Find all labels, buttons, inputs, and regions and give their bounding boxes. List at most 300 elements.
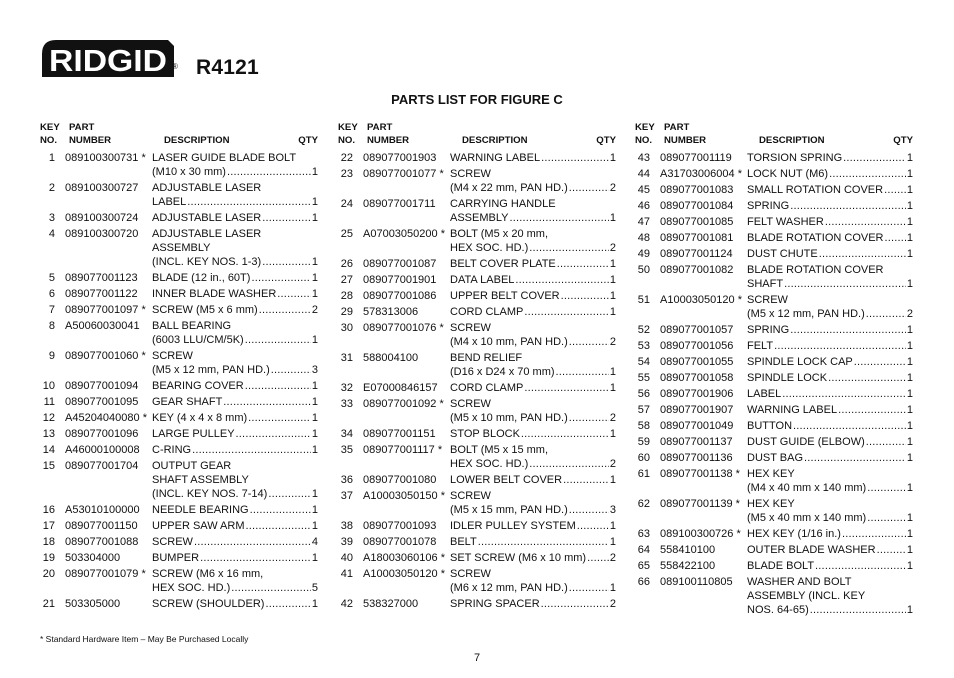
header-description-label: DESCRIPTION: [462, 135, 528, 146]
description: [152, 379, 318, 393]
description: [450, 257, 616, 271]
ridgid-logo-graphic: [40, 38, 178, 78]
part-number: 089077001138 *: [660, 468, 740, 480]
part-number: 089077001704: [65, 460, 139, 472]
parts-column-1: [40, 121, 318, 611]
description-text: HEX KEY: [747, 498, 795, 510]
page-title: PARTS LIST FOR FIGURE C: [391, 92, 563, 107]
description-text: SPRING: [747, 200, 790, 212]
quantity: 1: [906, 356, 913, 368]
description-text: LARGE PULLEY: [152, 428, 235, 440]
description-line: [747, 215, 913, 229]
dot-leader: [867, 511, 906, 525]
table-row: [40, 349, 318, 377]
dot-leader: [223, 395, 311, 409]
description: [747, 543, 913, 557]
key-number: 21: [42, 598, 55, 610]
part-number: 089077001901: [363, 274, 437, 286]
description: [450, 473, 616, 487]
quantity: 1: [906, 152, 913, 164]
table-row: [635, 231, 913, 245]
quantity: 1: [906, 168, 913, 180]
quantity: 2: [609, 552, 616, 564]
description: [747, 293, 913, 321]
quantity: 1: [906, 436, 913, 448]
dot-leader: [236, 427, 311, 441]
description-text: BEARING COVER: [152, 380, 244, 392]
table-row: [635, 435, 913, 449]
key-number: 12: [42, 412, 55, 424]
quantity: 1: [311, 166, 318, 178]
part-number: 089077001906: [660, 388, 734, 400]
table-row: [635, 199, 913, 213]
description: [450, 489, 616, 517]
table-row: [338, 321, 616, 349]
description-text: BELT: [450, 536, 477, 548]
table-row: [338, 289, 616, 303]
description-text: SCREW: [450, 490, 491, 502]
table-row: [338, 257, 616, 271]
dot-leader: [782, 387, 906, 401]
description: [747, 403, 913, 417]
description: [747, 215, 913, 229]
description: [450, 289, 616, 303]
key-number: 32: [340, 382, 353, 394]
table-row: [338, 489, 616, 517]
description-line: [747, 603, 913, 617]
dot-leader: [828, 371, 906, 385]
description-line: [747, 527, 913, 541]
description-line: [450, 551, 616, 565]
part-number: 089077001076 *: [363, 322, 444, 334]
page-number: 7: [473, 652, 481, 664]
quantity: 1: [906, 512, 913, 524]
header-number-label: NUMBER: [367, 135, 410, 146]
description-text: BOLT (M5 x 20 mm,: [450, 228, 549, 240]
quantity: 2: [609, 182, 616, 194]
description-line: [152, 363, 318, 377]
description-line: [747, 497, 913, 511]
table-row: [338, 397, 616, 425]
description: [747, 497, 913, 525]
part-number: 089077001123: [65, 272, 138, 284]
key-number: 19: [42, 552, 55, 564]
description-text: UPPER SAW ARM: [152, 520, 245, 532]
part-number: 089077001094: [65, 380, 139, 392]
part-number: 089077001087: [363, 258, 437, 270]
quantity: 1: [311, 444, 318, 456]
key-number: 62: [637, 498, 650, 510]
table-row: [40, 181, 318, 209]
description-line: [450, 151, 616, 165]
part-number: 089077001082: [660, 264, 734, 276]
key-number: 16: [42, 504, 55, 516]
quantity: 1: [906, 278, 913, 290]
table-row: [635, 167, 913, 181]
description-line: [152, 379, 318, 393]
quantity: 1: [609, 382, 616, 394]
dot-leader: [587, 551, 609, 565]
description-text: ADJUSTABLE LASER: [152, 228, 262, 240]
part-number: 089077001096: [65, 428, 139, 440]
table-row: [338, 351, 616, 379]
part-number: 089077001088: [65, 536, 139, 548]
description: [152, 211, 318, 225]
dot-leader: [192, 443, 311, 457]
description-text: SHAFT: [747, 278, 784, 290]
description-line: [152, 503, 318, 517]
description-line: [152, 519, 318, 533]
table-row: [338, 381, 616, 395]
description-text: BALL BEARING: [152, 320, 232, 332]
description-text: DUST CHUTE: [747, 248, 818, 260]
part-number: 588004100: [363, 352, 419, 364]
table-row: [40, 519, 318, 533]
description: [450, 305, 616, 319]
description-line: [450, 197, 616, 211]
key-number: 28: [340, 290, 353, 302]
description-line: [747, 589, 913, 603]
table-row: [40, 503, 318, 517]
description: [152, 303, 318, 317]
header-qty-label: QTY: [298, 135, 318, 146]
table-row: [40, 271, 318, 285]
key-number: 33: [340, 398, 353, 410]
key-number: 60: [637, 452, 650, 464]
part-number: 089077001049: [660, 420, 734, 432]
key-number: 1: [48, 152, 55, 164]
key-number: 37: [340, 490, 353, 502]
dot-leader: [271, 363, 311, 377]
description-line: [450, 457, 616, 471]
table-row: [635, 387, 913, 401]
table-row: [40, 319, 318, 347]
key-number: 10: [42, 380, 55, 392]
quantity: 1: [906, 544, 913, 556]
part-number: 538327000: [363, 598, 419, 610]
description: [747, 451, 913, 465]
description: [152, 271, 318, 285]
table-row: [338, 273, 616, 287]
description-text: DATA LABEL: [450, 274, 515, 286]
dot-leader: [877, 543, 906, 557]
dot-leader: [541, 151, 609, 165]
description-line: [152, 319, 318, 333]
dot-leader: [577, 519, 609, 533]
part-number: 089077001084: [660, 200, 734, 212]
dot-leader: [187, 195, 311, 209]
quantity: 3: [609, 504, 616, 516]
key-number: 66: [637, 576, 650, 588]
quantity: 1: [906, 452, 913, 464]
svg-text:RIDGID: RIDGID: [49, 43, 167, 78]
description: [747, 167, 913, 181]
table-row: [338, 443, 616, 471]
part-number: 089077001058: [660, 372, 734, 384]
description-line: [450, 305, 616, 319]
key-number: 65: [637, 560, 650, 572]
key-number: 51: [637, 294, 650, 306]
table-row: [40, 535, 318, 549]
description: [152, 597, 318, 611]
quantity: 2: [609, 336, 616, 348]
dot-leader: [561, 289, 609, 303]
description: [152, 519, 318, 533]
description-line: [152, 411, 318, 425]
quantity: 2: [311, 304, 318, 316]
description-line: [747, 323, 913, 337]
description-text: SPINDLE LOCK CAP: [747, 356, 853, 368]
description: [747, 419, 913, 433]
description: [747, 339, 913, 353]
key-number: 50: [637, 264, 650, 276]
description-line: [450, 473, 616, 487]
description-text: SPINDLE LOCK: [747, 372, 828, 384]
description-line: [450, 535, 616, 549]
dot-leader: [815, 559, 906, 573]
key-number: 64: [637, 544, 650, 556]
key-number: 52: [637, 324, 650, 336]
dot-leader: [231, 581, 311, 595]
table-row: [635, 247, 913, 261]
table-row: [338, 535, 616, 549]
description: [152, 443, 318, 457]
dot-leader: [838, 403, 906, 417]
quantity: 1: [906, 372, 913, 384]
table-row: [40, 395, 318, 409]
description-text: HEX SOC. HD.): [450, 242, 529, 254]
quantity: 1: [311, 428, 318, 440]
header-number-label: NUMBER: [69, 135, 112, 146]
key-number: 36: [340, 474, 353, 486]
dot-leader: [259, 303, 311, 317]
description-line: [152, 459, 318, 473]
description-text: NEEDLE BEARING: [152, 504, 249, 516]
part-number: A10003050120 *: [660, 294, 742, 306]
description-text: ASSEMBLY (INCL. KEY: [747, 590, 866, 602]
description-text: (M5 x 10 mm, PAN HD.): [450, 412, 568, 424]
description-text: BLADE ROTATION COVER: [747, 264, 884, 276]
dot-leader: [885, 231, 906, 245]
quantity: 1: [609, 366, 616, 378]
column-header: [40, 121, 318, 149]
description-text: (M4 x 10 mm, PAN HD.): [450, 336, 568, 348]
part-number: 089077001083: [660, 184, 734, 196]
key-number: 39: [340, 536, 353, 548]
dot-leader: [854, 355, 906, 369]
key-number: 54: [637, 356, 650, 368]
table-row: [635, 403, 913, 417]
description-text: SCREW: [450, 568, 491, 580]
part-number: 089077001092 *: [363, 398, 444, 410]
part-number: 089100300731 *: [65, 152, 146, 164]
key-number: 38: [340, 520, 353, 532]
description-line: [152, 255, 318, 269]
description-line: [152, 287, 318, 301]
part-number: 089100300727: [65, 182, 139, 194]
key-number: 35: [340, 444, 353, 456]
description-text: (M10 x 30 mm): [152, 166, 226, 178]
description-line: [450, 167, 616, 181]
description-line: [152, 349, 318, 363]
description: [152, 411, 318, 425]
description-text: ADJUSTABLE LASER: [152, 182, 262, 194]
description-line: [450, 489, 616, 503]
dot-leader: [790, 199, 906, 213]
quantity: 1: [609, 428, 616, 440]
key-number: 24: [340, 198, 353, 210]
description-line: [450, 397, 616, 411]
key-number: 2: [48, 182, 55, 194]
table-row: [635, 355, 913, 369]
part-number: 089077001711: [363, 198, 436, 210]
header-part-label: PART: [367, 122, 393, 133]
description: [747, 263, 913, 291]
description: [152, 319, 318, 347]
dot-leader: [245, 333, 311, 347]
description-line: [152, 227, 318, 241]
description-text: WARNING LABEL: [450, 152, 541, 164]
key-number: 8: [48, 320, 55, 332]
part-number: 089077001097 *: [65, 304, 146, 316]
description-text: ASSEMBLY: [152, 242, 211, 254]
description-text: (M5 x 12 mm, PAN HD.): [152, 364, 270, 376]
quantity: 1: [906, 404, 913, 416]
part-number: 089077001093: [363, 520, 437, 532]
key-number: 31: [340, 352, 353, 364]
description-text: FELT WASHER: [747, 216, 824, 228]
quantity: 1: [311, 598, 318, 610]
key-number: 3: [48, 212, 55, 224]
description-text: SCREW (M5 x 6 mm): [152, 304, 258, 316]
key-number: 47: [637, 216, 650, 228]
quantity: 4: [311, 536, 318, 548]
description-line: [747, 387, 913, 401]
part-number: A53010100000: [65, 504, 140, 516]
table-row: [635, 451, 913, 465]
description-text: (M4 x 22 mm, PAN HD.): [450, 182, 568, 194]
description-text: BLADE ROTATION COVER: [747, 232, 884, 244]
key-number: 48: [637, 232, 650, 244]
quantity: 1: [609, 536, 616, 548]
table-row: [40, 303, 318, 317]
table-row: [635, 497, 913, 525]
description-text: (M5 x 12 mm, PAN HD.): [747, 308, 865, 320]
quantity: 1: [906, 604, 913, 616]
table-row: [40, 379, 318, 393]
key-number: 22: [340, 152, 353, 164]
description: [747, 527, 913, 541]
table-row: [40, 551, 318, 565]
description-line: [747, 263, 913, 277]
table-row: [40, 227, 318, 269]
key-number: 5: [48, 272, 55, 284]
description-text: WARNING LABEL: [747, 404, 838, 416]
description-line: [152, 443, 318, 457]
column-header: [338, 121, 616, 149]
description: [747, 575, 913, 617]
dot-leader: [829, 167, 906, 181]
description-text: SCREW: [747, 294, 788, 306]
description: [152, 551, 318, 565]
key-number: 43: [637, 152, 650, 164]
quantity: 3: [311, 364, 318, 376]
description-line: [747, 307, 913, 321]
description-line: [747, 419, 913, 433]
key-number: 29: [340, 306, 353, 318]
quantity: 2: [609, 458, 616, 470]
table-row: [635, 371, 913, 385]
part-number: A45204040080 *: [65, 412, 147, 424]
quantity: 2: [906, 308, 913, 320]
part-number: 089077001117 *: [363, 444, 443, 456]
table-row: [338, 473, 616, 487]
description-text: INNER BLADE WASHER: [152, 288, 277, 300]
key-number: 14: [42, 444, 55, 456]
dot-leader: [529, 457, 609, 471]
description-line: [747, 467, 913, 481]
part-number: 089100300726 *: [660, 528, 741, 540]
description-line: [747, 543, 913, 557]
table-row: [635, 323, 913, 337]
description-line: [747, 277, 913, 291]
description-text: BELT COVER PLATE: [450, 258, 556, 270]
description: [152, 181, 318, 209]
dot-leader: [194, 535, 311, 549]
quantity: 1: [609, 474, 616, 486]
quantity: 5: [311, 582, 318, 594]
dot-leader: [248, 411, 311, 425]
description-line: [747, 339, 913, 353]
description-text: LASER GUIDE BLADE BOLT: [152, 152, 297, 164]
table-row: [338, 597, 616, 611]
quantity: 1: [311, 504, 318, 516]
description-text: SCREW (M6 x 16 mm,: [152, 568, 264, 580]
dot-leader: [884, 183, 906, 197]
key-number: 6: [48, 288, 55, 300]
quantity: 1: [609, 212, 616, 224]
description: [450, 597, 616, 611]
key-number: 41: [340, 568, 353, 580]
table-row: [338, 427, 616, 441]
table-row: [40, 287, 318, 301]
dot-leader: [277, 287, 311, 301]
description-text: CORD CLAMP: [450, 306, 524, 318]
description-line: [152, 165, 318, 179]
key-number: 17: [42, 520, 55, 532]
key-number: 18: [42, 536, 55, 548]
description: [152, 349, 318, 377]
dot-leader: [804, 451, 906, 465]
quantity: 1: [906, 388, 913, 400]
description: [747, 387, 913, 401]
part-number: 089077001079 *: [65, 568, 146, 580]
dot-leader: [524, 305, 609, 319]
table-row: [338, 197, 616, 225]
dot-leader: [569, 503, 609, 517]
quantity: 1: [906, 184, 913, 196]
dot-leader: [819, 247, 906, 261]
description-line: [152, 211, 318, 225]
description-text: BLADE BOLT: [747, 560, 815, 572]
quantity: 1: [906, 482, 913, 494]
description: [747, 467, 913, 495]
description: [152, 459, 318, 501]
table-row: [40, 567, 318, 595]
dot-leader: [569, 411, 609, 425]
quantity: 1: [906, 200, 913, 212]
part-number: 503304000: [65, 552, 121, 564]
